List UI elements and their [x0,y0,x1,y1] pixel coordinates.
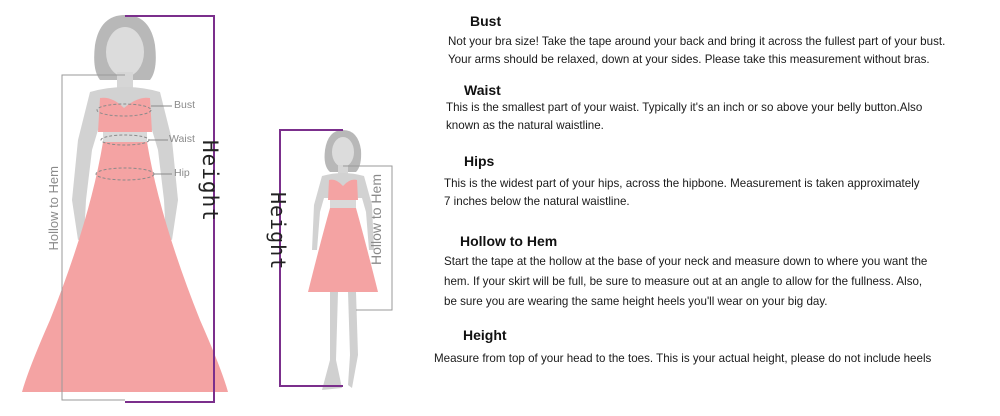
hip-label: Hip [174,167,190,179]
section-line: be sure you are wearing the same height heels you'll wear on your big day. [444,295,828,308]
section-hips [444,153,920,210]
section-title: Hips [464,153,495,169]
waist-label: Waist [169,133,195,145]
large-figure-neck [117,72,133,88]
section-height [434,327,931,368]
section-line: known as the natural waistline. [446,118,604,132]
section-title: Waist [464,82,501,98]
section-line: Your arms should be relaxed, down at your sides. Please take this measurement without bras. [448,52,930,66]
section-line: This is the widest part of your hips, across the hipbone. Measurement is taken approximately [444,177,920,190]
small-figure-face [332,137,354,167]
bust-label: Bust [174,99,196,111]
large-height-label: Height [198,140,222,222]
section-waist [446,82,922,134]
section-title: Hollow to Hem [460,233,558,249]
small-height-label: Height [266,192,290,271]
section-line: This is the smallest part of your waist. Typically it's an inch or so above your belly button.Also [446,101,923,114]
section-title: Bust [470,13,502,29]
measurement-diagram [0,0,430,416]
section-line: Start the tape at the hollow at the base of your neck and measure down to where you want the [444,255,928,268]
large-figure-face [106,27,144,77]
section-title: Height [463,327,507,343]
section-line: 7 inches below the natural waistline. [444,194,630,208]
section-line: hem. If your skirt will be full, be sure to measure out at an angle to allow for the fullness. Also, [444,275,923,288]
large-figure-midriff [103,132,147,142]
section-line: Not your bra size! Take the tape around your back and bring it across the fullest part of your bust. [448,35,946,48]
small-figure-legs [322,292,358,390]
large-hem-label: Hollow to Hem [46,166,61,251]
section-line: Measure from top of your head to the toes. This is your actual height, please do not include heels [434,352,932,365]
small-figure-midriff [330,200,356,208]
section-bust [448,13,945,68]
section-hollow-to-hem [444,233,927,312]
small-hem-label: Hollow to Hem [368,174,384,266]
